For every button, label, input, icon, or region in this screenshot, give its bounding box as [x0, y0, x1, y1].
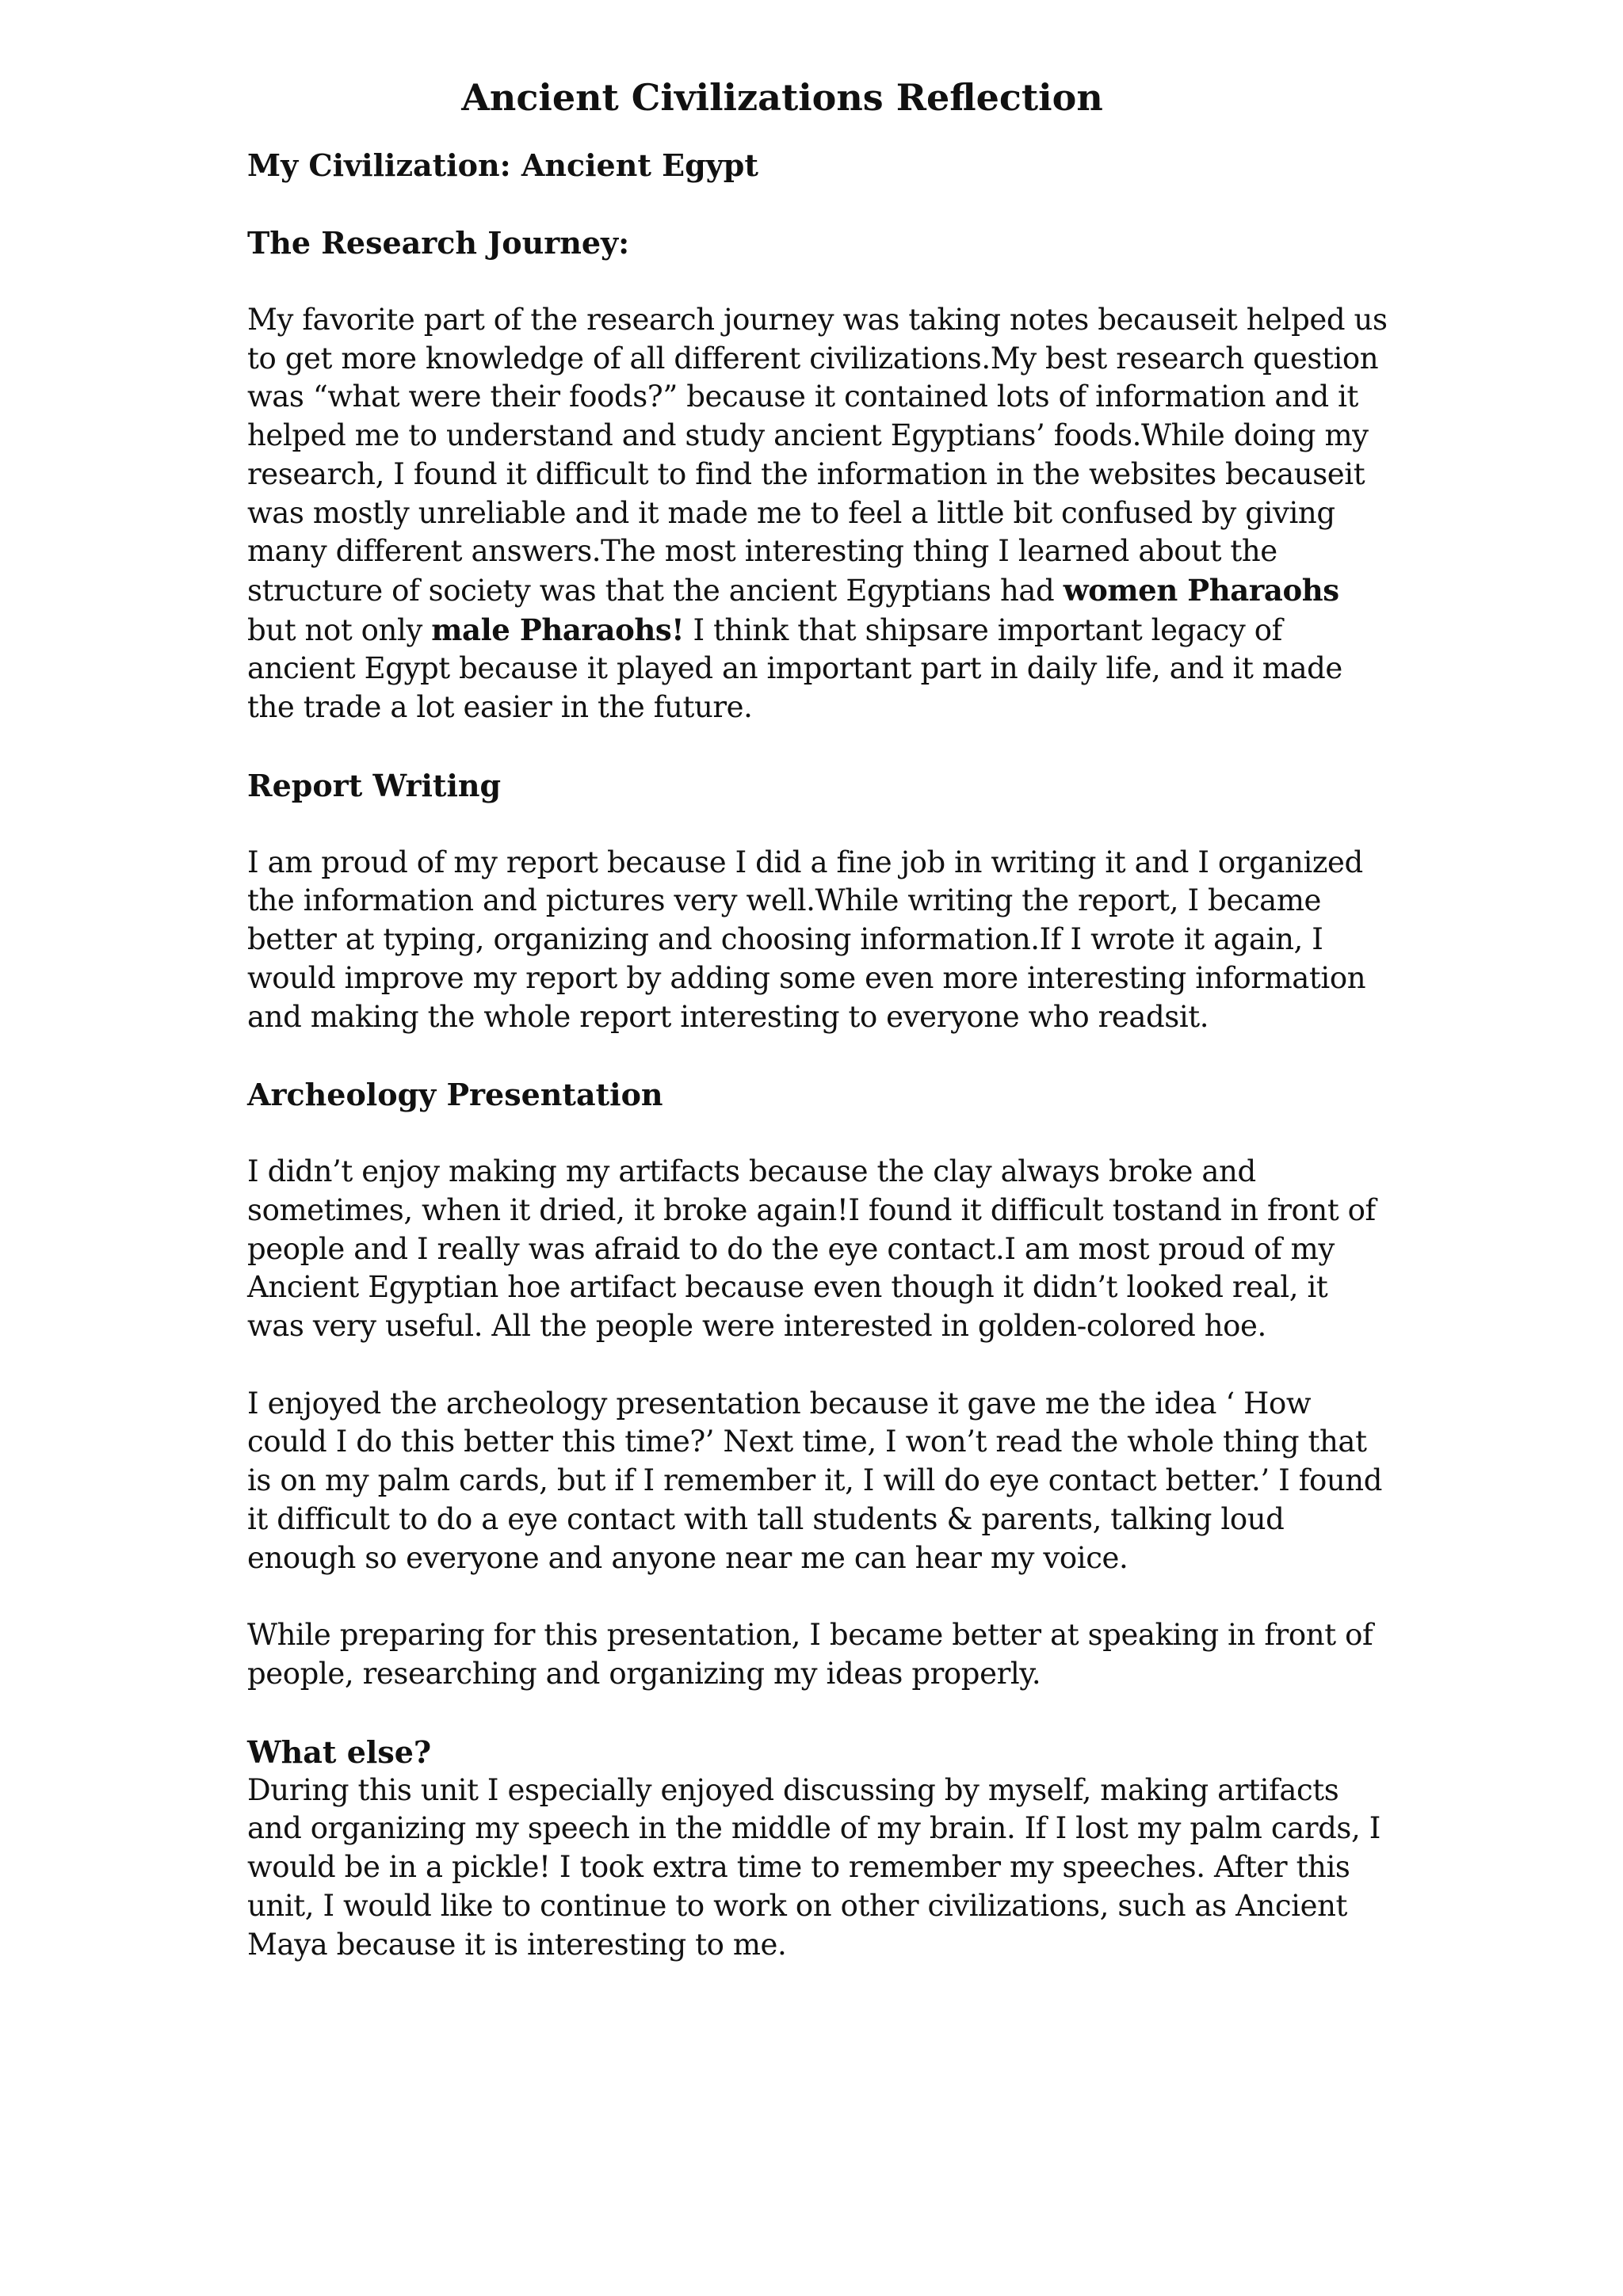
research-paragraph [247, 301, 1388, 727]
archeology-paragraph-1: I didn’t enjoy making my artifacts because the clay always broke and sometimes, when it dried, it broke again!I found it difficult tostand in front of people and I really was afraid to do the eye contact.I am most proud of my Ancient Egyptian hoe artifact because even though it didn’t looked real, it was very useful. All the people were interested in golden-colored hoe. [247, 1154, 1376, 1344]
research-text-2: but not only [247, 612, 432, 647]
what-else-heading: What else? [247, 1733, 432, 1770]
research-heading: The Research Journey: [247, 225, 630, 261]
document-page [247, 70, 1388, 1964]
research-text-1: My favorite part of the research journey was taking notes becauseit helped us to get more knowledge of all different civilizations.My best research question was “what were their foods?” because it contained lots of information and it helped me to understand and study ancient Egyptians’ foods.While doing my research, I found it difficult to find the information in the websites becauseit was mostly unreliable and it made me to feel a little bit confused by giving many different answers.The most interesting thing I learned about the structure of society was that the ancient Egyptians had [247, 303, 1388, 608]
archeology-heading: Archeology Presentation [247, 1077, 663, 1113]
women-pharaohs-emphasis: women Pharaohs [1063, 572, 1339, 608]
archeology-paragraph-2: I enjoyed the archeology presentation because it gave me the idea ‘ How could I do this better this time?’ Next time, I won’t read the whole thing that is on my palm cards, but if I remember it, I will do eye contact better.’ I found it difficult to do a eye contact with tall students & parents, talking loud enough so everyone and anyone near me can hear my voice. [247, 1386, 1383, 1575]
male-pharaohs-emphasis: male Pharaohs! [431, 612, 685, 647]
document-title: Ancient Civilizations Reflection [461, 76, 1103, 119]
research-text-3: I think that shipsare important legacy of ancient Egypt because it played an important part in daily life, and it made the trade a lot easier in the future. [247, 612, 1342, 725]
archeology-paragraph-3: While preparing for this presentation, I became better at speaking in front of people, researching and organizing my ideas properly. [247, 1618, 1373, 1691]
report-heading: Report Writing [247, 767, 502, 803]
report-paragraph: I am proud of my report because I did a fine job in writing it and I organized the information and pictures very well.While writing the report, I became better at typing, organizing and choosing information.If I wrote it again, I would improve my report by adding some even more interesting information and making the whole report interesting to everyone who readsit. [247, 845, 1366, 1034]
civilization-heading: My Civilization: Ancient Egypt [247, 147, 758, 183]
what-else-paragraph: During this unit I especially enjoyed discussing by myself, making artifacts and organizing my speech in the middle of my brain. If I lost my palm cards, I would be in a pickle! I took extra time to remember my speeches. After this unit, I would like to continue to work on other civilizations, such as Ancient Maya because it is interesting to me. [247, 1772, 1381, 1962]
